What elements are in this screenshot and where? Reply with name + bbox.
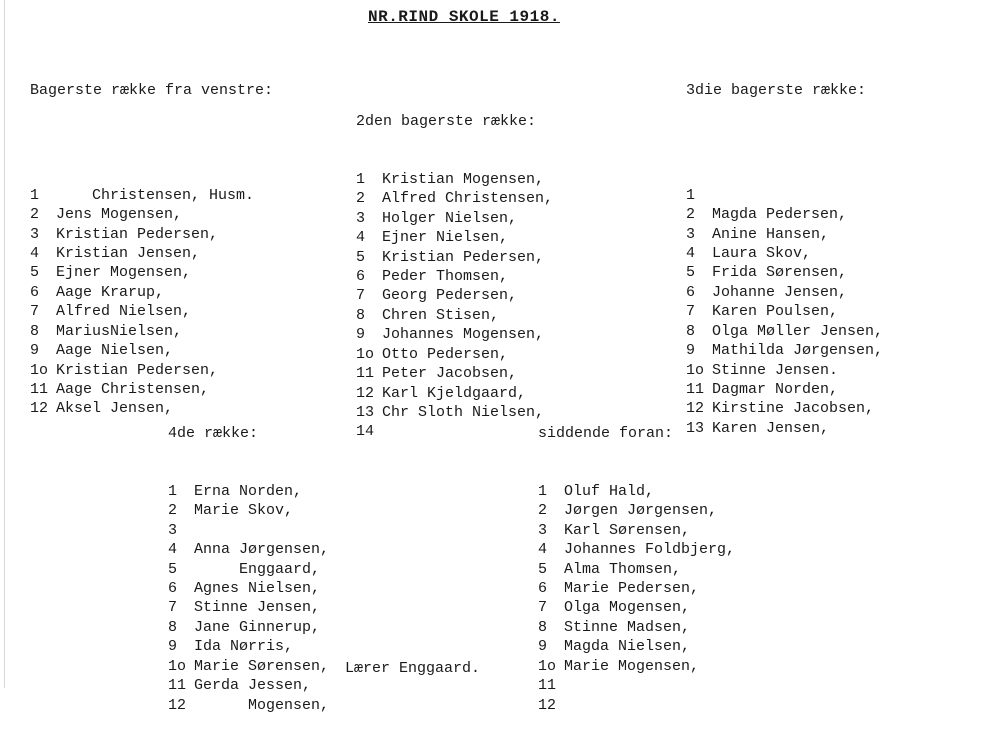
item-number: 1o: [538, 657, 557, 675]
student-name: Olga Møller Jensen,: [712, 322, 884, 340]
item-number: 4: [168, 541, 178, 559]
item-number: 12: [168, 696, 187, 714]
student-name: Alfred Nielsen,: [56, 303, 192, 321]
second-back-row-heading: 2den bagerste række:: [356, 112, 537, 130]
document-title: NR.RIND SKOLE 1918.: [368, 8, 560, 26]
student-name: Ejner Nielsen,: [382, 229, 509, 247]
item-number: 2: [30, 206, 40, 224]
item-number: 12: [30, 400, 49, 418]
student-name: Anine Hansen,: [712, 225, 830, 243]
teacher-signature-line: Lærer Enggaard.: [345, 660, 481, 677]
list-item: [168, 501, 329, 520]
list-item: [686, 263, 883, 282]
item-number: 3: [538, 521, 548, 539]
student-name: Magda Pedersen,: [712, 206, 848, 224]
item-number: 7: [538, 599, 548, 617]
list-item: [686, 341, 883, 360]
student-name: Dagmar Norden,: [712, 380, 839, 398]
student-name: Karl Sørensen,: [564, 521, 691, 539]
student-name: Jens Mogensen,: [56, 206, 183, 224]
student-name: Otto Pedersen,: [382, 345, 509, 363]
student-name: Peder Thomsen,: [382, 268, 509, 286]
student-name: Kristian Pedersen,: [382, 248, 545, 266]
list-item: [168, 482, 329, 501]
item-number: 1o: [168, 657, 187, 675]
list-item: [538, 618, 735, 637]
item-number: 1: [686, 186, 696, 204]
student-name: Johannes Mogensen,: [382, 326, 545, 344]
student-name: Holger Nielsen,: [382, 209, 518, 227]
item-number: 6: [686, 283, 696, 301]
student-name: Chr Sloth Nielsen,: [382, 403, 545, 421]
student-name: Karl Kjeldgaard,: [382, 384, 527, 402]
list-item: [168, 657, 329, 676]
list-item: [30, 186, 273, 205]
item-number: 8: [686, 322, 696, 340]
list-item: [168, 618, 329, 637]
list-item: [30, 341, 273, 360]
student-name: Alma Thomsen,: [564, 560, 682, 578]
item-number: 9: [356, 326, 366, 344]
student-name: Aage Christensen,: [56, 380, 210, 398]
student-name: Kristian Jensen,: [56, 245, 201, 263]
item-number: 9: [538, 638, 548, 656]
list-item: [168, 676, 329, 695]
list-item: [356, 422, 553, 441]
item-number: 1o: [30, 361, 49, 379]
item-number: 12: [538, 696, 557, 714]
student-name: Erna Norden,: [194, 483, 303, 501]
item-number: 6: [168, 580, 178, 598]
list-item: [356, 209, 553, 228]
student-name: Peter Jacobsen,: [382, 365, 518, 383]
student-name: Chren Stisen,: [382, 306, 500, 324]
item-number: 11: [356, 365, 375, 383]
item-number: 12: [356, 384, 375, 402]
student-name: Kristian Pedersen,: [56, 225, 219, 243]
item-number: 6: [30, 283, 40, 301]
list-item: [356, 170, 553, 189]
list-item: [168, 521, 329, 540]
student-name: Alfred Christensen,: [382, 190, 554, 208]
list-item: [30, 322, 273, 341]
list-item: [686, 322, 883, 341]
front-seated-list: [538, 385, 735, 754]
item-number: 7: [30, 303, 40, 321]
list-item: [538, 521, 735, 540]
item-number: 11: [168, 677, 187, 695]
list-item: [538, 657, 735, 676]
list-item: [686, 186, 883, 205]
list-item: [356, 189, 553, 208]
student-name: Johanne Jensen,: [712, 283, 848, 301]
student-name: Marie Mogensen,: [564, 657, 700, 675]
item-number: 5: [168, 560, 178, 578]
student-name: Christensen, Husm.: [56, 186, 255, 204]
student-name: Johannes Foldbjerg,: [564, 541, 736, 559]
item-number: 5: [538, 560, 548, 578]
list-item: [356, 345, 553, 364]
scan-edge-line: [4, 0, 5, 688]
item-number: 7: [686, 303, 696, 321]
student-name: Aage Nielsen,: [56, 342, 174, 360]
student-name: Magda Nielsen,: [564, 638, 691, 656]
fourth-row-list: [168, 385, 329, 754]
list-item: [538, 637, 735, 656]
item-number: 2: [538, 502, 548, 520]
item-number: 3: [30, 225, 40, 243]
item-number: 4: [356, 229, 366, 247]
student-name: MariusNielsen,: [56, 322, 183, 340]
item-number: 4: [538, 541, 548, 559]
item-number: 1: [356, 171, 366, 189]
student-name: Marie Sørensen,: [194, 657, 330, 675]
item-number: 4: [686, 245, 696, 263]
list-item: [686, 302, 883, 321]
item-number: 9: [30, 342, 40, 360]
student-name: Aksel Jensen,: [56, 400, 174, 418]
back-row-heading: Bagerste række fra venstre:: [30, 81, 274, 99]
third-back-row-heading: 3die bagerste række:: [686, 81, 867, 99]
student-name: Mogensen,: [194, 696, 330, 714]
list-item: [356, 248, 553, 267]
item-number: 1: [168, 483, 178, 501]
list-item: [30, 361, 273, 380]
list-item: [686, 225, 883, 244]
student-name: Kirstine Jacobsen,: [712, 400, 875, 418]
student-name: Aage Krarup,: [56, 283, 165, 301]
list-item: [538, 482, 735, 501]
list-item: [538, 598, 735, 617]
student-name: Karen Jensen,: [712, 419, 830, 437]
list-item: [30, 283, 273, 302]
item-number: 11: [538, 677, 557, 695]
list-item: [30, 302, 273, 321]
item-number: 5: [30, 264, 40, 282]
student-name: Frida Sørensen,: [712, 264, 848, 282]
list-item: [356, 364, 553, 383]
list-item: [686, 244, 883, 263]
student-name: Mathilda Jørgensen,: [712, 342, 884, 360]
student-name: Ejner Mogensen,: [56, 264, 192, 282]
student-name: Karen Poulsen,: [712, 303, 839, 321]
student-name: Enggaard,: [194, 560, 321, 578]
item-number: 7: [168, 599, 178, 617]
list-item: [686, 205, 883, 224]
item-number: 4: [30, 245, 40, 263]
student-name: Gerda Jessen,: [194, 677, 312, 695]
item-number: 7: [356, 287, 366, 305]
student-name: Ida Nørris,: [194, 638, 294, 656]
item-number: 1o: [686, 361, 705, 379]
list-item: [356, 403, 553, 422]
list-item: [356, 306, 553, 325]
item-number: 3: [168, 521, 178, 539]
list-item: [686, 361, 883, 380]
list-item: [538, 540, 735, 559]
list-item: [168, 598, 329, 617]
item-number: 8: [538, 618, 548, 636]
item-number: 3: [356, 209, 366, 227]
student-name: Marie Pedersen,: [564, 580, 700, 598]
item-number: 8: [356, 306, 366, 324]
item-number: 11: [686, 380, 705, 398]
item-number: 1: [538, 483, 548, 501]
student-name: Oluf Hald,: [564, 483, 655, 501]
list-item: [168, 637, 329, 656]
item-number: 5: [356, 248, 366, 266]
list-item: [686, 283, 883, 302]
item-number: 6: [538, 580, 548, 598]
item-number: 2: [168, 502, 178, 520]
student-name: Marie Skov,: [194, 502, 294, 520]
list-item: [30, 263, 273, 282]
item-number: 2: [686, 206, 696, 224]
list-item: [30, 244, 273, 263]
item-number: 13: [686, 419, 705, 437]
list-item: [538, 579, 735, 598]
list-item: [168, 579, 329, 598]
student-name: Kristian Pedersen,: [56, 361, 219, 379]
list-item: [356, 228, 553, 247]
list-item: [538, 560, 735, 579]
list-item: [168, 540, 329, 559]
student-name: Jørgen Jørgensen,: [564, 502, 718, 520]
item-number: 2: [356, 190, 366, 208]
item-number: 8: [30, 322, 40, 340]
item-number: 13: [356, 403, 375, 421]
item-number: 9: [686, 342, 696, 360]
item-number: 14: [356, 423, 375, 441]
student-name: Laura Skov,: [712, 245, 812, 263]
list-item: [168, 560, 329, 579]
list-item: [168, 696, 329, 715]
student-name: Anna Jørgensen,: [194, 541, 330, 559]
item-number: 1: [30, 186, 40, 204]
list-item: [30, 225, 273, 244]
student-name: Jane Ginnerup,: [194, 618, 321, 636]
list-item: [356, 267, 553, 286]
list-item: [538, 501, 735, 520]
item-number: 11: [30, 380, 49, 398]
student-name: Stinne Jensen.: [712, 361, 839, 379]
item-number: 9: [168, 638, 178, 656]
list-item: [356, 384, 553, 403]
student-name: Olga Mogensen,: [564, 599, 691, 617]
student-name: Kristian Mogensen,: [382, 171, 545, 189]
fourth-row-heading: 4de række:: [168, 424, 259, 442]
list-item: [356, 325, 553, 344]
item-number: 12: [686, 400, 705, 418]
item-number: 5: [686, 264, 696, 282]
student-name: Agnes Nielsen,: [194, 580, 321, 598]
list-item: [356, 286, 553, 305]
item-number: 6: [356, 268, 366, 286]
student-name: Georg Pedersen,: [382, 287, 518, 305]
student-name: Stinne Jensen,: [194, 599, 321, 617]
list-item: [538, 676, 735, 695]
list-item: [30, 205, 273, 224]
item-number: 8: [168, 618, 178, 636]
item-number: 3: [686, 225, 696, 243]
second-back-row-list: [356, 73, 553, 481]
student-name: Stinne Madsen,: [564, 618, 691, 636]
front-seated-heading: siddende foran:: [538, 424, 674, 442]
list-item: [538, 696, 735, 715]
item-number: 1o: [356, 345, 375, 363]
